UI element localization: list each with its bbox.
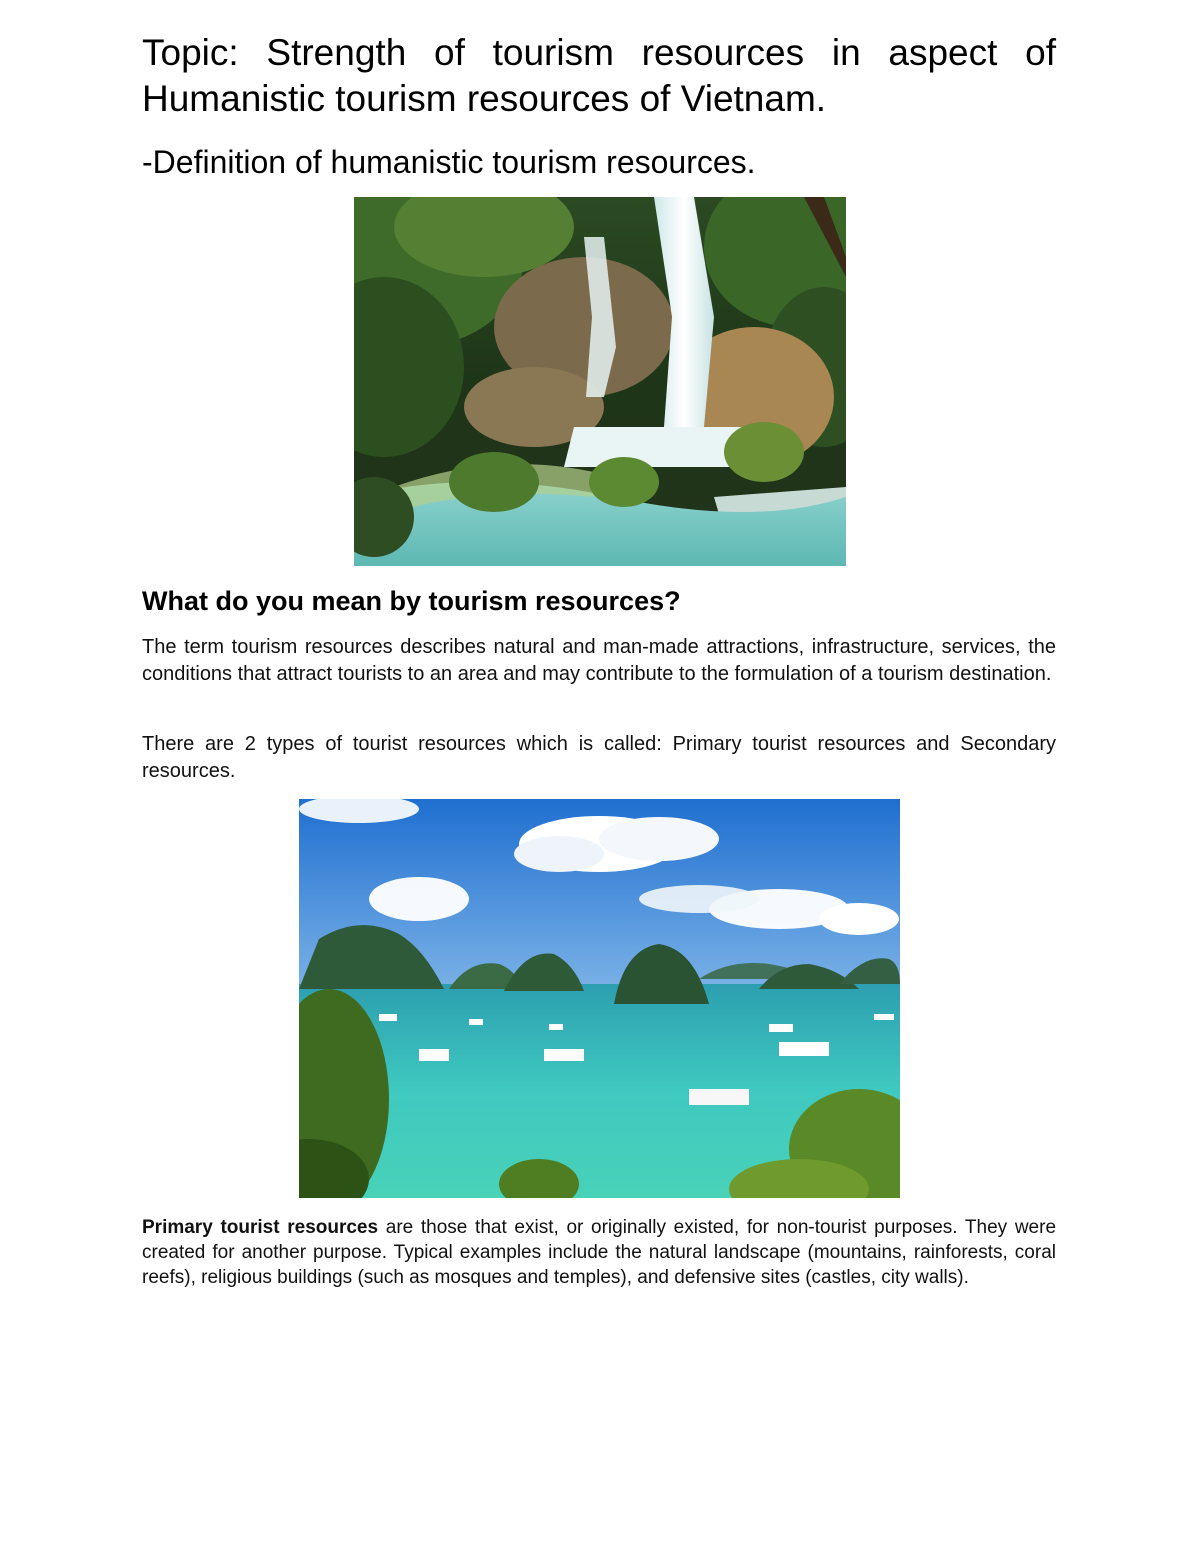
waterfall-photo	[354, 197, 846, 566]
title-line-2: Humanistic tourism resources of Vietnam.	[142, 78, 827, 119]
paragraph-types-of-resources: There are 2 types of tourist resources which is called: Primary tourist resources and Secondary resources.	[142, 733, 1056, 782]
title-line-1: Topic: Strength of tourism resources in aspect of	[142, 32, 1056, 73]
definition-heading: -Definition of humanistic tourism resources.	[142, 144, 756, 180]
page-title	[142, 30, 1056, 122]
bay-photo	[299, 799, 900, 1198]
paragraph-tourism-resources-definition: The term tourism resources describes natural and man-made attractions, infrastructure, services, the conditions that attract tourists to an area and may contribute to the formulation of a tourism destination.	[142, 636, 1056, 685]
primary-resources-text: are those that exist, or originally existed, for non-tourist purposes. They were created for another purpose. Typical examples include the natural landscape (mountains, rainforests, coral reefs), religious buildings (such as mosques and temples), and defensive sites (castles, city walls).	[142, 1217, 1057, 1288]
primary-resources-term: Primary tourist resources	[142, 1217, 379, 1238]
paragraph-primary-resources	[142, 1215, 1056, 1290]
section-subheading: What do you mean by tourism resources?	[142, 586, 681, 616]
